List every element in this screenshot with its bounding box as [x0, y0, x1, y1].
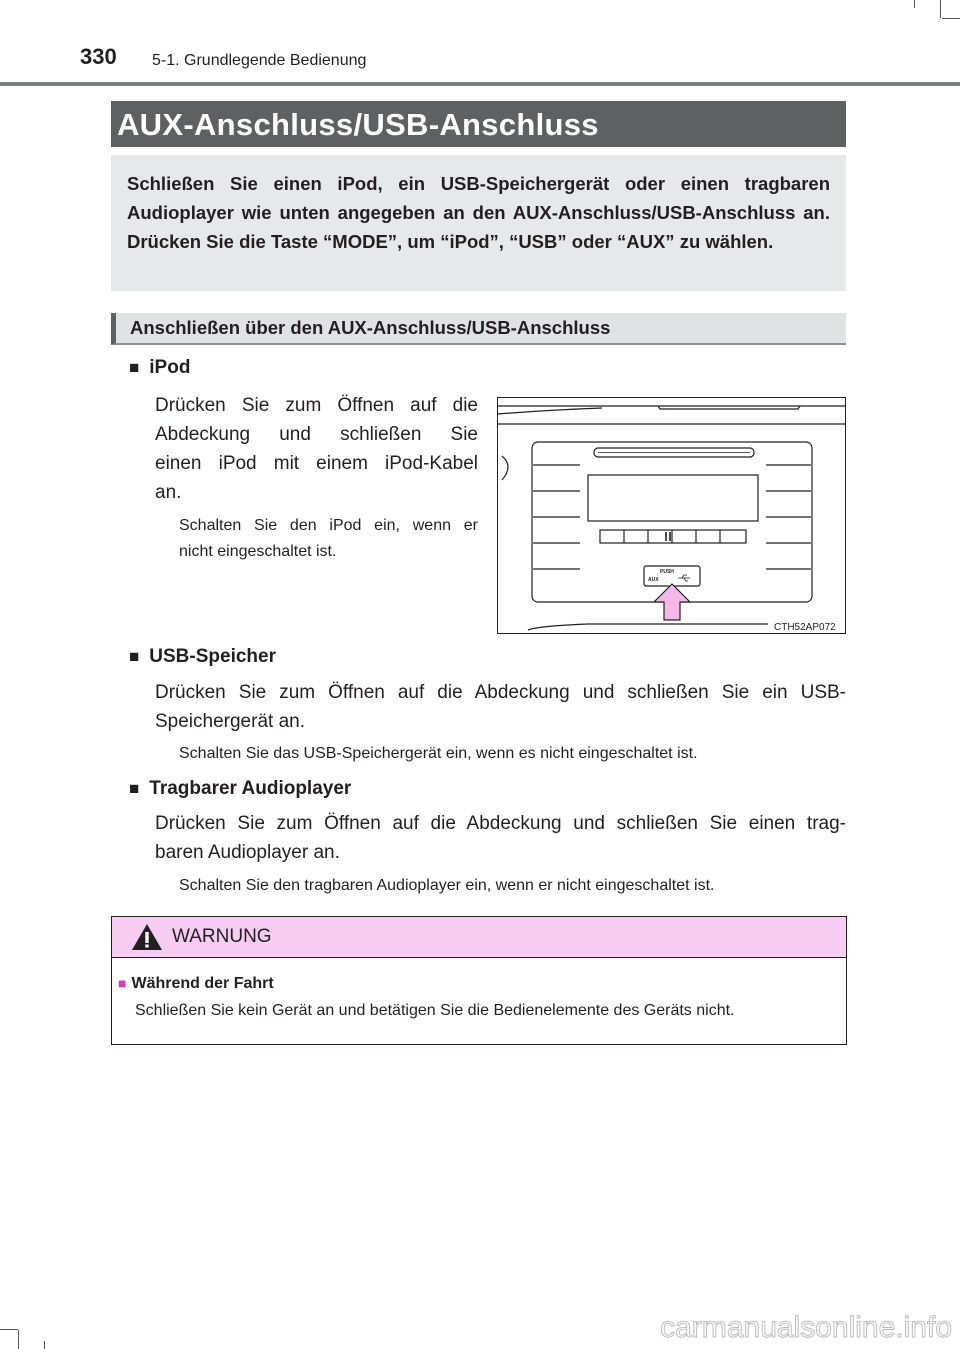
warning-title: WARNUNG: [172, 926, 272, 947]
text-line: Speichergerät an.: [155, 711, 305, 732]
item-text-audioplayer: [155, 809, 846, 867]
intro-box: [111, 155, 846, 291]
item-title-ipod: [129, 357, 190, 379]
push-arrow-icon: [654, 584, 690, 620]
item-title-label: USB-Speicher: [149, 646, 276, 667]
warning-text: Schließen Sie kein Gerät an und betätigen Sie die Bedienelemente des Geräts nicht.: [135, 1002, 735, 1019]
note-line: Schalten Sie das USB-Speichergerät ein, wenn es nicht eingeschaltet ist.: [179, 745, 698, 762]
warning-box: [111, 916, 847, 1045]
text-line: Drücken Sie zum Öffnen auf die Abdeckung und schließen Sie ein USB-: [155, 682, 846, 703]
subheading: Anschließen über den AUX-Anschluss/USB-Anschluss: [111, 313, 846, 345]
text-line: Drücken Sie zum Öffnen auf die Abdeckung und schließen Sie einen trag-: [155, 813, 846, 834]
text-line: Abdeckung und schließen Sie: [155, 424, 478, 445]
bullet-square-icon: ■: [118, 975, 127, 991]
bullet-square-icon: ■: [129, 358, 140, 377]
push-label: PUSH: [660, 569, 674, 575]
item-note-usb: [179, 741, 846, 767]
item-text-ipod: [155, 391, 478, 507]
illustration-code: CTH52AP072: [774, 622, 836, 633]
item-title-label: iPod: [149, 357, 191, 378]
crop-mark: [18, 1330, 19, 1349]
text-line: an.: [155, 482, 182, 503]
page-number: 330: [80, 44, 117, 69]
crop-mark: [940, 0, 941, 18]
watermark-text: carmanualsonline.info: [660, 1311, 952, 1344]
note-line: Schalten Sie den iPod ein, wenn er: [179, 517, 478, 534]
note-line: Schalten Sie den tragbaren Audioplayer ein, wenn er nicht eingeschaltet ist.: [179, 877, 715, 894]
intro-text: Schließen Sie einen iPod, ein USB-Speichergerät oder einen tragbaren Audioplayer wie unten angegeben an den AUX-Anschluss/USB-Anschluss an. Drücken Sie die Taste “MODE”, um “iPod”, “USB” oder “AUX” zu wählen.: [127, 173, 830, 252]
warning-icon: [131, 923, 163, 951]
crop-mark: [914, 0, 915, 8]
bullet-square-icon: ■: [129, 779, 140, 798]
audio-unit-drawing: [498, 398, 845, 633]
section-title: 5-1. Grundlegende Bedienung: [152, 52, 367, 69]
illustration-audio-unit: [497, 397, 846, 634]
crop-mark: [44, 1341, 45, 1349]
text-line: einen iPod mit einem iPod-Kabel: [155, 453, 478, 474]
item-title-label: Tragbarer Audioplayer: [149, 778, 352, 799]
note-line: nicht eingeschaltet ist.: [179, 543, 337, 560]
watermark: [580, 1303, 960, 1349]
crop-mark: [942, 18, 960, 19]
warning-subheading: [118, 975, 274, 993]
text-line: baren Audioplayer an.: [155, 842, 340, 863]
item-note-audioplayer: [179, 873, 846, 899]
item-title-usb: [129, 646, 276, 668]
crop-mark: [0, 1329, 18, 1330]
item-title-audioplayer: [129, 778, 351, 800]
warning-subheading-label: Während der Fahrt: [131, 975, 274, 992]
header-rule: [0, 82, 960, 86]
item-text-usb: [155, 678, 846, 736]
warning-header: [112, 917, 846, 958]
bullet-square-icon: ■: [129, 647, 140, 666]
item-note-ipod: [179, 513, 478, 565]
aux-label: AUX: [648, 577, 659, 583]
text-line: Drücken Sie zum Öffnen auf die: [155, 395, 478, 416]
page-title: AUX-Anschluss/USB-Anschluss: [111, 101, 846, 147]
